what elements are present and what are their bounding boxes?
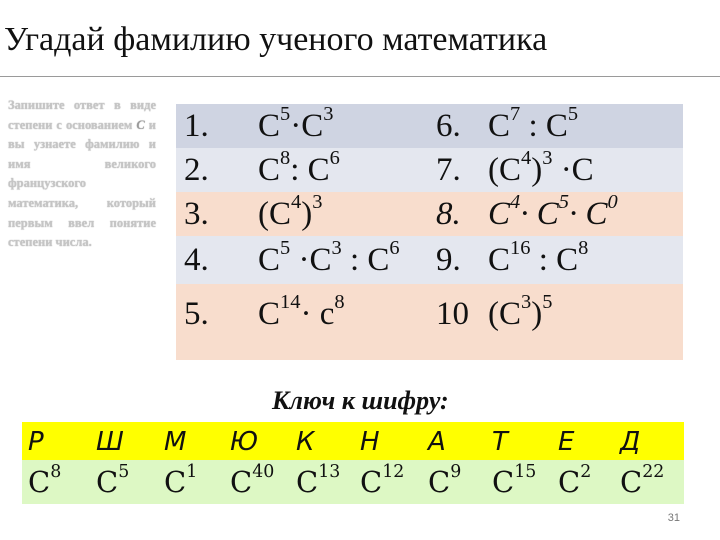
task-expression — [254, 284, 436, 360]
cipher-letter: Р — [22, 422, 90, 460]
task-expression — [488, 192, 683, 236]
expression-text: : С — [341, 241, 390, 278]
expression-text: С — [258, 295, 281, 332]
task-number: 8. — [436, 192, 488, 236]
cipher-base: С — [230, 465, 253, 499]
expression-text: ) — [531, 295, 543, 332]
cipher-base: С — [428, 465, 451, 499]
cipher-key-column — [224, 422, 290, 504]
expression-text: ·С — [552, 151, 594, 188]
cipher-power — [224, 460, 290, 504]
cipher-letter: К — [290, 422, 354, 460]
cipher-base: С — [296, 465, 319, 499]
cipher-exponent: 5 — [118, 462, 130, 483]
task-expression — [254, 148, 436, 192]
tasks-table — [176, 104, 683, 360]
expression-text: : С — [520, 107, 568, 144]
cipher-key-column — [422, 422, 486, 504]
expression-text: (С — [488, 295, 521, 332]
cipher-key-table — [22, 422, 684, 504]
cipher-exponent: 40 — [252, 462, 275, 483]
task-row — [176, 236, 683, 284]
exponent: 16 — [510, 236, 531, 259]
cipher-power — [552, 460, 614, 504]
expression-text: С — [488, 241, 511, 278]
cipher-letter: М — [158, 422, 224, 460]
expression-text: (С — [258, 195, 291, 232]
exponent: 4 — [510, 190, 521, 213]
expression-text: : С — [530, 241, 579, 278]
instruction-note — [8, 96, 156, 253]
exponent: 5 — [280, 236, 291, 259]
task-expression — [254, 192, 436, 236]
exponent: 6 — [389, 236, 400, 259]
task-expression — [488, 148, 683, 192]
expression-text: С — [258, 107, 281, 144]
expression-text: ) — [301, 195, 313, 232]
exponent: 3 — [331, 236, 342, 259]
cipher-exponent: 13 — [318, 462, 341, 483]
cipher-base: С — [558, 465, 581, 499]
expression-text: ) — [531, 151, 543, 188]
expression-text: · с — [300, 295, 335, 332]
exponent: 8 — [334, 290, 345, 313]
exponent: 0 — [607, 190, 618, 213]
expression-text: · С — [520, 195, 559, 232]
task-number: 6. — [436, 104, 488, 148]
cipher-exponent: 9 — [450, 462, 462, 483]
exponent: 4 — [291, 190, 302, 213]
task-row — [176, 148, 683, 192]
exponent: 3 — [542, 146, 553, 169]
cipher-key-column — [486, 422, 552, 504]
cipher-key-column — [614, 422, 684, 504]
cipher-letter: Ш — [90, 422, 158, 460]
cipher-letter: Е — [552, 422, 614, 460]
cipher-key-column — [90, 422, 158, 504]
cipher-exponent: 2 — [580, 462, 592, 483]
instruction-text-end: и вы узнаете фамилию и имя великого французского математика, который первым ввел понятие степени числа. — [8, 117, 156, 250]
cipher-exponent: 12 — [382, 462, 405, 483]
cipher-letter: Н — [354, 422, 422, 460]
expression-text: ·С — [290, 241, 332, 278]
exponent: 4 — [521, 146, 532, 169]
expression-text: ·С — [290, 107, 324, 144]
exponent: 8 — [280, 146, 291, 169]
expression-text: С — [488, 195, 511, 232]
cipher-exponent: 8 — [50, 462, 62, 483]
task-expression — [488, 236, 683, 284]
task-number: 9. — [436, 236, 488, 284]
cipher-power — [22, 460, 90, 504]
cipher-power — [290, 460, 354, 504]
title-divider — [0, 76, 720, 77]
task-number: 7. — [436, 148, 488, 192]
exponent: 5 — [567, 102, 579, 125]
cipher-base: С — [620, 465, 643, 499]
expression-text: С — [258, 241, 281, 278]
exponent: 7 — [510, 102, 521, 125]
page-number: 31 — [667, 512, 680, 524]
cipher-letter: Ю — [224, 422, 290, 460]
exponent: 3 — [521, 290, 532, 313]
cipher-power — [90, 460, 158, 504]
cipher-base: С — [164, 465, 187, 499]
task-number: 2. — [176, 148, 254, 192]
cipher-key-column — [22, 422, 90, 504]
expression-text: С — [488, 107, 511, 144]
expression-text: · С — [568, 195, 608, 232]
instruction-base-letter: С — [136, 117, 145, 132]
task-expression — [254, 104, 436, 148]
exponent: 5 — [558, 190, 569, 213]
cipher-power — [158, 460, 224, 504]
exponent: 14 — [280, 290, 301, 313]
exponent: 5 — [542, 290, 553, 313]
cipher-base: С — [28, 465, 51, 499]
task-number: 4. — [176, 236, 254, 284]
cipher-base: С — [492, 465, 515, 499]
cipher-key-title: Ключ к шифру: — [272, 386, 449, 415]
cipher-key-column — [290, 422, 354, 504]
expression-text: С — [258, 151, 281, 188]
cipher-base: С — [96, 465, 119, 499]
expression-text: (С — [488, 151, 521, 188]
task-number: 1. — [176, 104, 254, 148]
exponent: 6 — [329, 146, 340, 169]
task-number: 5. — [176, 284, 254, 360]
exponent: 5 — [280, 102, 291, 125]
task-row — [176, 192, 683, 236]
task-row — [176, 284, 683, 360]
cipher-exponent: 22 — [642, 462, 665, 483]
cipher-letter: Т — [486, 422, 552, 460]
cipher-power — [486, 460, 552, 504]
exponent: 8 — [578, 236, 589, 259]
cipher-power — [354, 460, 422, 504]
task-expression — [254, 236, 436, 284]
instruction-text-start: Запишите ответ в виде степени с основанием — [8, 98, 156, 132]
task-number: 10 — [436, 284, 488, 360]
task-expression — [488, 284, 683, 360]
cipher-exponent: 15 — [514, 462, 537, 483]
exponent: 3 — [323, 102, 334, 125]
cipher-base: С — [360, 465, 383, 499]
cipher-letter: Д — [614, 422, 684, 460]
cipher-key-column — [158, 422, 224, 504]
task-number: 3. — [176, 192, 254, 236]
cipher-power — [614, 460, 684, 504]
slide-title: Угадай фамилию ученого математика — [4, 21, 548, 58]
cipher-power — [422, 460, 486, 504]
cipher-key-column — [354, 422, 422, 504]
exponent: 3 — [312, 190, 323, 213]
task-expression — [488, 104, 683, 148]
cipher-letter: А — [422, 422, 486, 460]
task-row — [176, 104, 683, 148]
cipher-key-column — [552, 422, 614, 504]
cipher-exponent: 1 — [186, 462, 198, 483]
expression-text: : С — [290, 151, 330, 188]
